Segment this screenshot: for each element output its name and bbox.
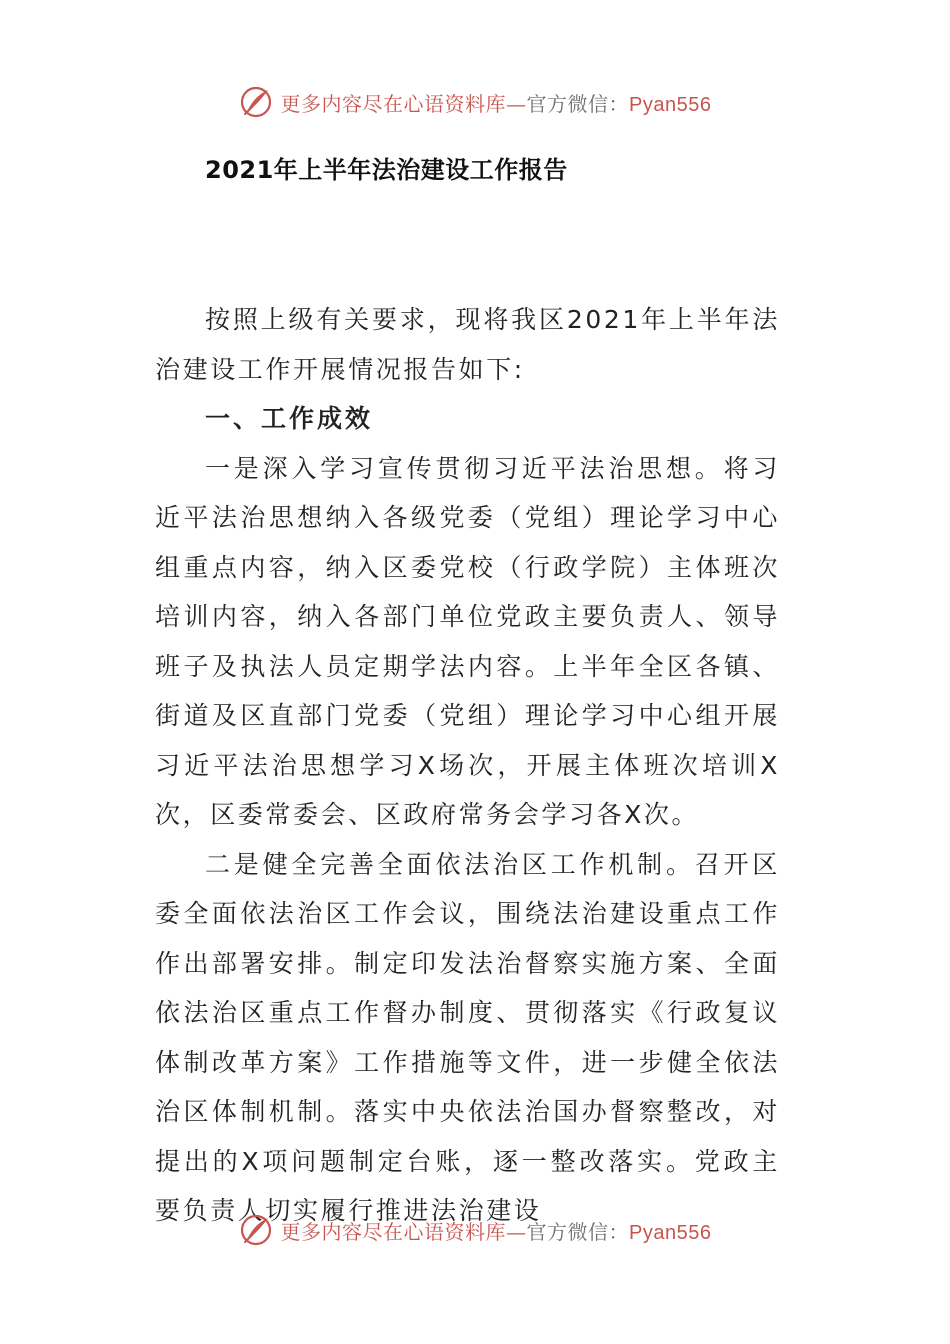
watermark-dash: —: [506, 1219, 527, 1244]
document-body: [155, 295, 780, 1236]
document-title: 2021年上半年法治建设工作报告: [205, 156, 568, 184]
body-paragraph: 一是深入学习宣传贯彻习近平法治思想。将习近平法治思想纳入各级党委（党组）理论学习中心组重点内容，纳入区委党校（行政学院）主体班次培训内容，纳入各部门单位党政主要负责人、领导班子及执法人员定期学法内容。上半年全区各镇、街道及区直部门党委（党组）理论学习中心组开展习近平法治思想学习X场次，开展主体班次培训X次，区委常委会、区政府常务会学习各X次。: [155, 453, 780, 829]
watermark-dash: —: [506, 91, 527, 116]
watermark-banner-bottom: [0, 1206, 950, 1254]
section-heading: 一、工作成效: [205, 404, 374, 433]
watermark-wechat-label: 官方微信：: [526, 1219, 630, 1244]
quill-logo-icon: [239, 1213, 273, 1247]
watermark-wechat-id: Pyan556: [629, 93, 712, 116]
watermark-text: [281, 88, 712, 117]
watermark-wechat-label: 官方微信：: [526, 91, 630, 116]
quill-logo-icon: [239, 85, 273, 119]
watermark-text: [281, 1216, 712, 1245]
watermark-site: 更多内容尽在心语资料库: [280, 1219, 507, 1244]
watermark-banner-top: [0, 78, 950, 126]
intro-paragraph: 按照上级有关要求，现将我区2021年上半年法治建设工作开展情况报告如下:: [155, 305, 780, 384]
watermark-site: 更多内容尽在心语资料库: [280, 91, 507, 116]
watermark-wechat-id: Pyan556: [629, 1221, 712, 1244]
body-paragraph: 二是健全完善全面依法治区工作机制。召开区委全面依法治区工作会议，围绕法治建设重点工作作出部署安排。制定印发法治督察实施方案、全面依法治区重点工作督办制度、贯彻落实《行政复议体制改革方案》工作措施等文件，进一步健全依法治区体制机制。落实中央依法治国办督察整改，对提出的X项问题制定台账，逐一整改落实。党政主要负责人切实履行推进法治建设: [155, 849, 780, 1225]
